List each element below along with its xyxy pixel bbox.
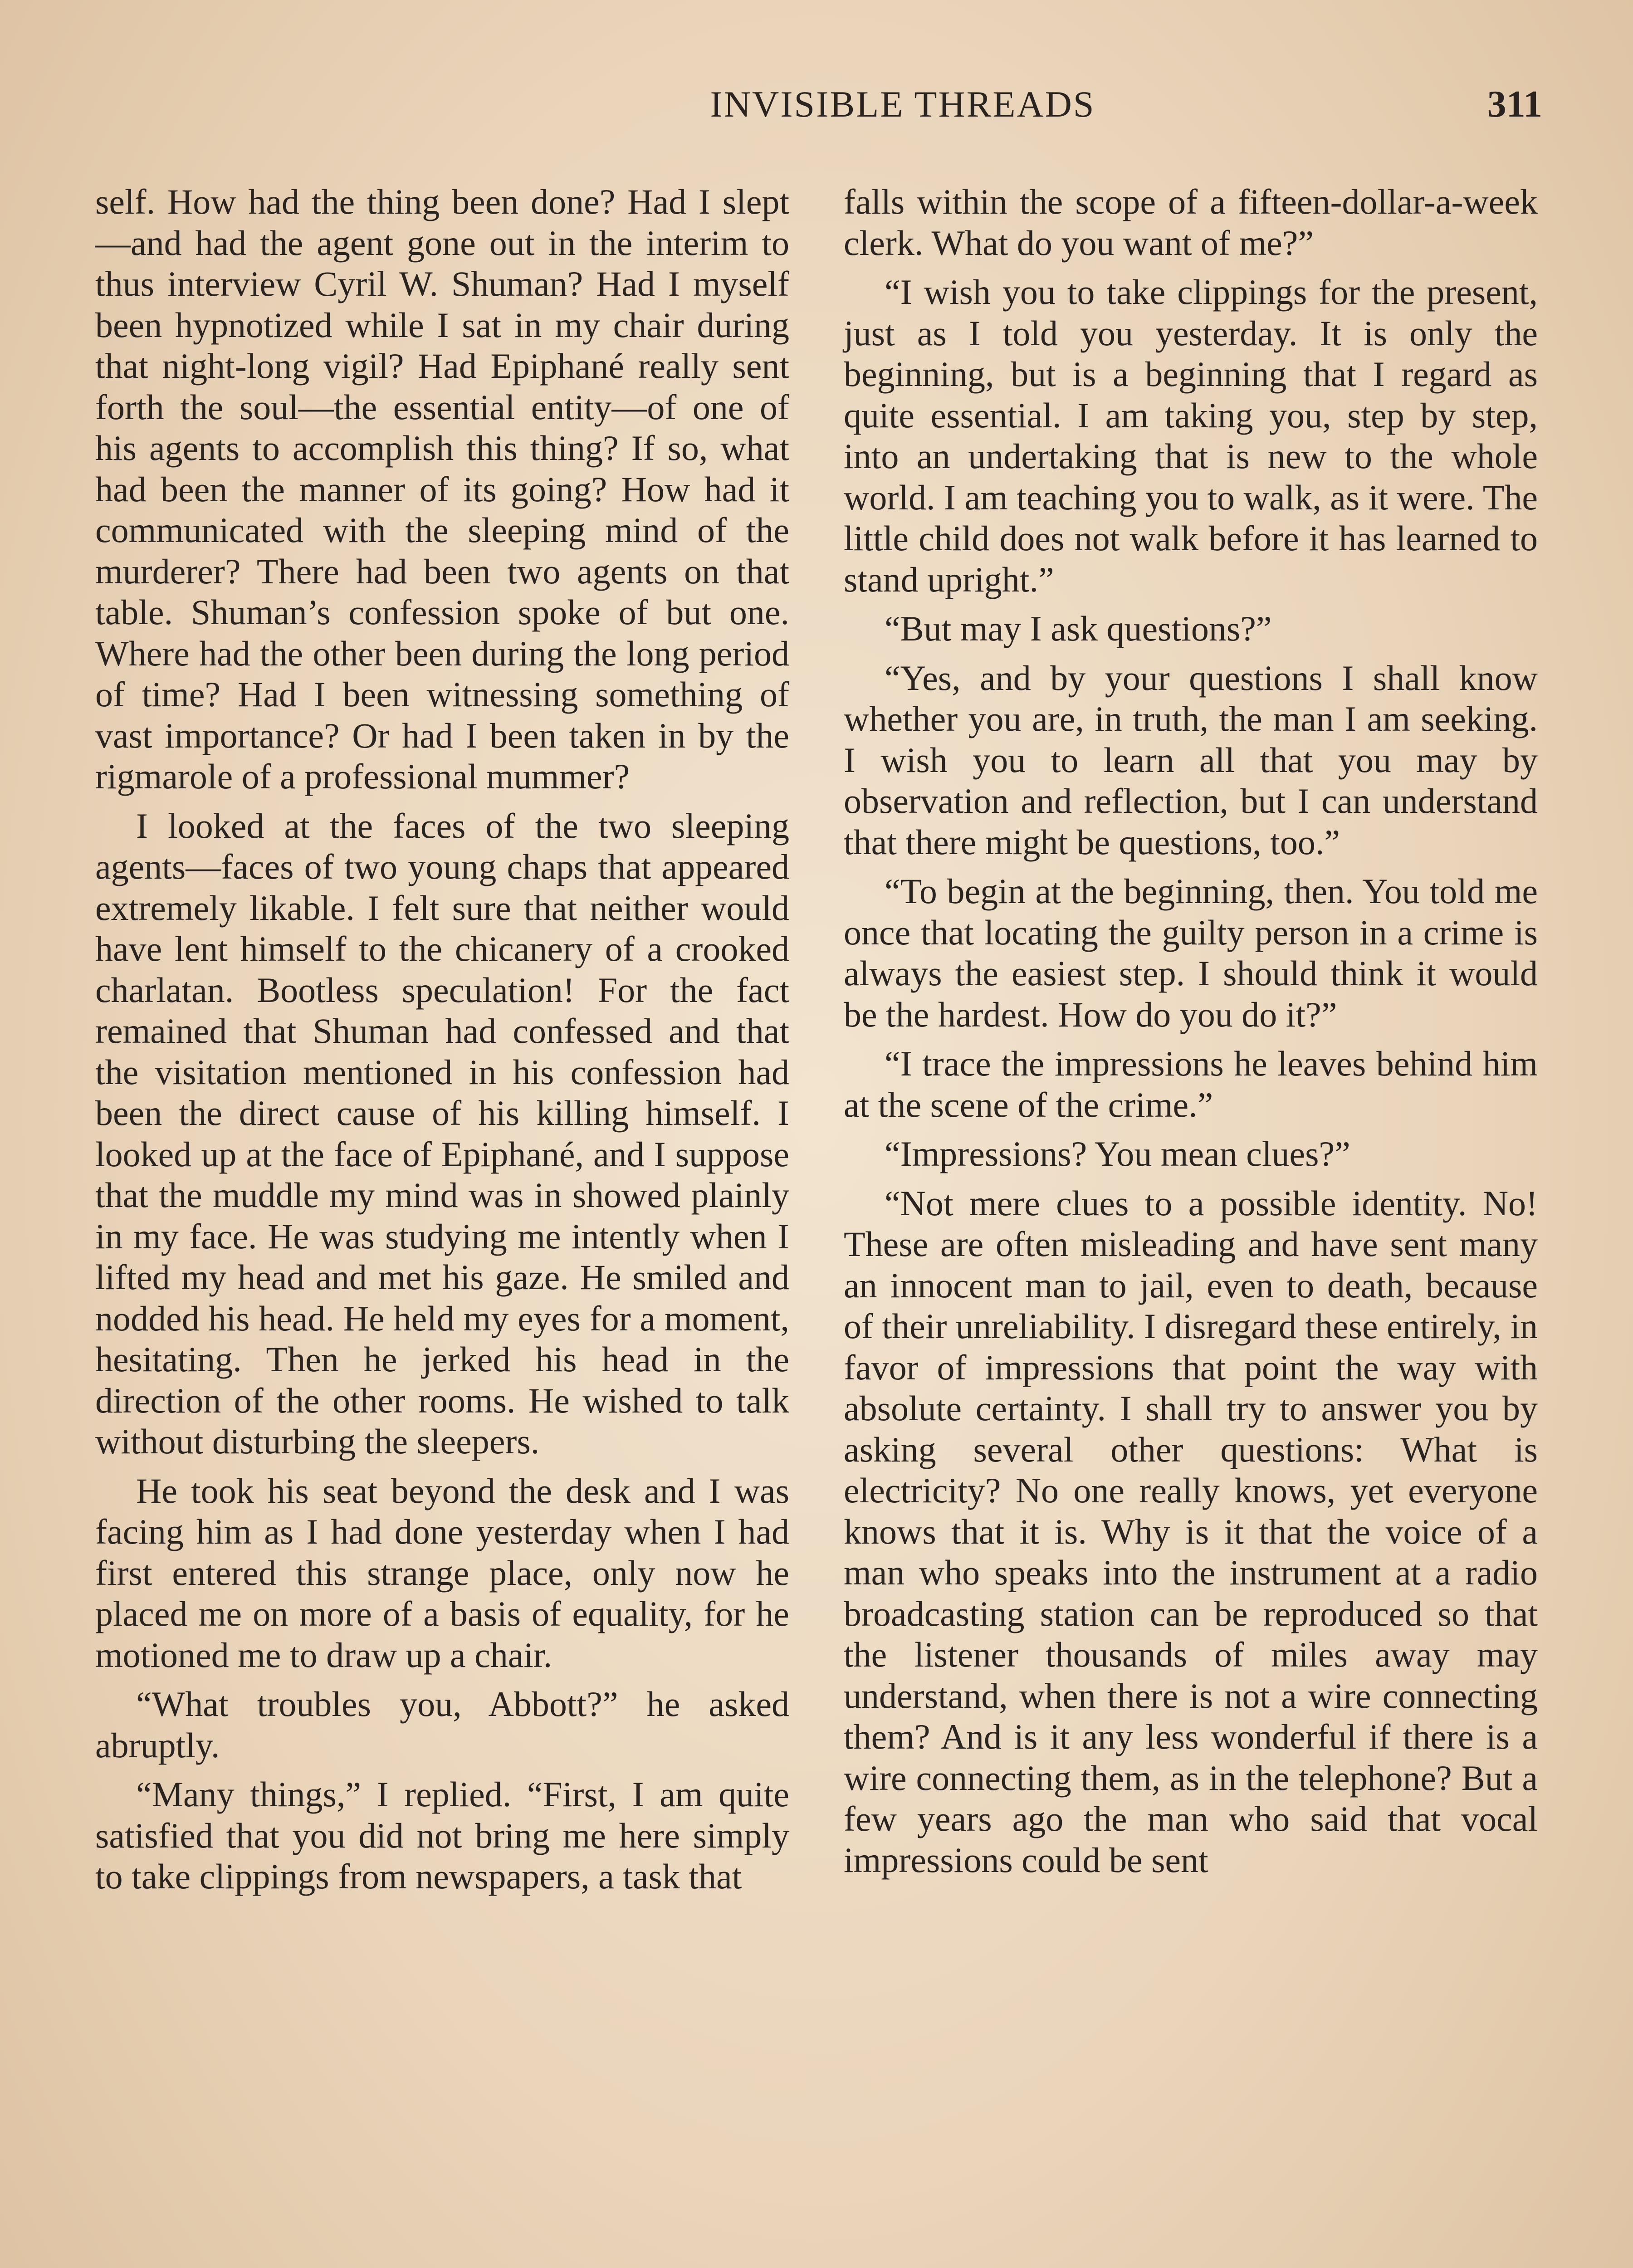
right-column (844, 181, 1538, 1889)
paragraph: I looked at the faces of the two sleeping agents—faces of two young chaps that appeared extremely likable. I felt sure that neither would have lent himself to the chicanery of a crooked charlatan. Bootless speculation! For the fact remained that Shuman had confessed and that the visitation mentioned in his confession had been the direct cause of his killing himself. I looked up at the face of Epiphané, and I suppose that the muddle my mind was in showed plainly in my face. He was studying me intently when I lifted my head and met his gaze. He smiled and nodded his head. He held my eyes for a moment, hesitating. Then he jerked his head in the direction of the other rooms. He wished to talk without disturbing the sleepers. (95, 806, 789, 1461)
paragraph: “Not mere clues to a possible identity. No! These are often misleading and have sent many an innocent man to jail, even to death, because of their unreliability. I disregard these entirely, in favor of impressions that point the way with absolute certainty. I shall try to answer you by asking several other questions: What is electricity? No one really knows, yet everyone knows that it is. Why is it that the voice of a man who speaks into the instrument at a radio broadcasting station can be reproduced so that the listener thousands of miles away may understand, when there is not a wire connecting them? And is it any less wonderful if there is a wire connecting them, as in the telephone? But a few years ago the man who said that vocal impressions could be sent (844, 1183, 1538, 1880)
paragraph: self. How had the thing been done? Had I slept—and had the agent gone out in the interim to thus interview Cyril W. Shuman? Had I myself been hypnotized while I sat in my chair during that night-long vigil? Had Epiphané really sent forth the soul—the essential entity—of one of his agents to accomplish this thing? If so, what had been the manner of its going? How had it communicated with the sleeping mind of the murderer? There had been two agents on that table. Shuman’s confession spoke of but one. Where had the other been during the long period of time? Had I been witnessing something of vast importance? Or had I been taken in by the rigmarole of a professional mummer? (95, 182, 789, 796)
running-title: INVISIBLE THREADS (710, 83, 1095, 125)
paragraph: “Impressions? You mean clues?” (885, 1134, 1350, 1173)
left-column (95, 181, 789, 1906)
paragraph: “What troubles you, Abbott?” he asked abruptly. (95, 1684, 789, 1765)
paragraph: “I wish you to take clippings for the present, just as I told you yesterday. It is only the beginning, but is a beginning that I regard as quite essential. I am taking you, step by step, into an undertaking that is new to the whole world. I am teaching you to walk, as it were. The little child does not walk before it has learned to stand upright.” (844, 272, 1538, 599)
paragraph: He took his seat beyond the desk and I was facing him as I had done yesterday when I had first entered this strange place, only now he placed me on more of a basis of equality, for he motioned me to draw up a chair. (95, 1471, 789, 1675)
paragraph: falls within the scope of a fifteen-dollar-a-week clerk. What do you want of me?” (844, 182, 1538, 263)
paragraph: “Many things,” I replied. “First, I am quite satisfied that you did not bring me here simply to take clippings from newspapers, a task that (95, 1774, 789, 1896)
paragraph: “But may I ask questions?” (885, 609, 1272, 648)
page-number: 311 (1487, 83, 1542, 125)
paragraph: “To begin at the beginning, then. You told me once that locating the guilty person in a crime is always the easiest step. I should think it would be the hardest. How do you do it?” (844, 871, 1538, 1034)
page-header (91, 77, 1542, 132)
paragraph: “I trace the impressions he leaves behind him at the scene of the crime.” (844, 1044, 1538, 1124)
paragraph: “Yes, and by your questions I shall know whether you are, in truth, the man I am seeking. I wish you to learn all that you may by observation and reflection, but I can understand that there might be questions, too.” (844, 658, 1538, 862)
